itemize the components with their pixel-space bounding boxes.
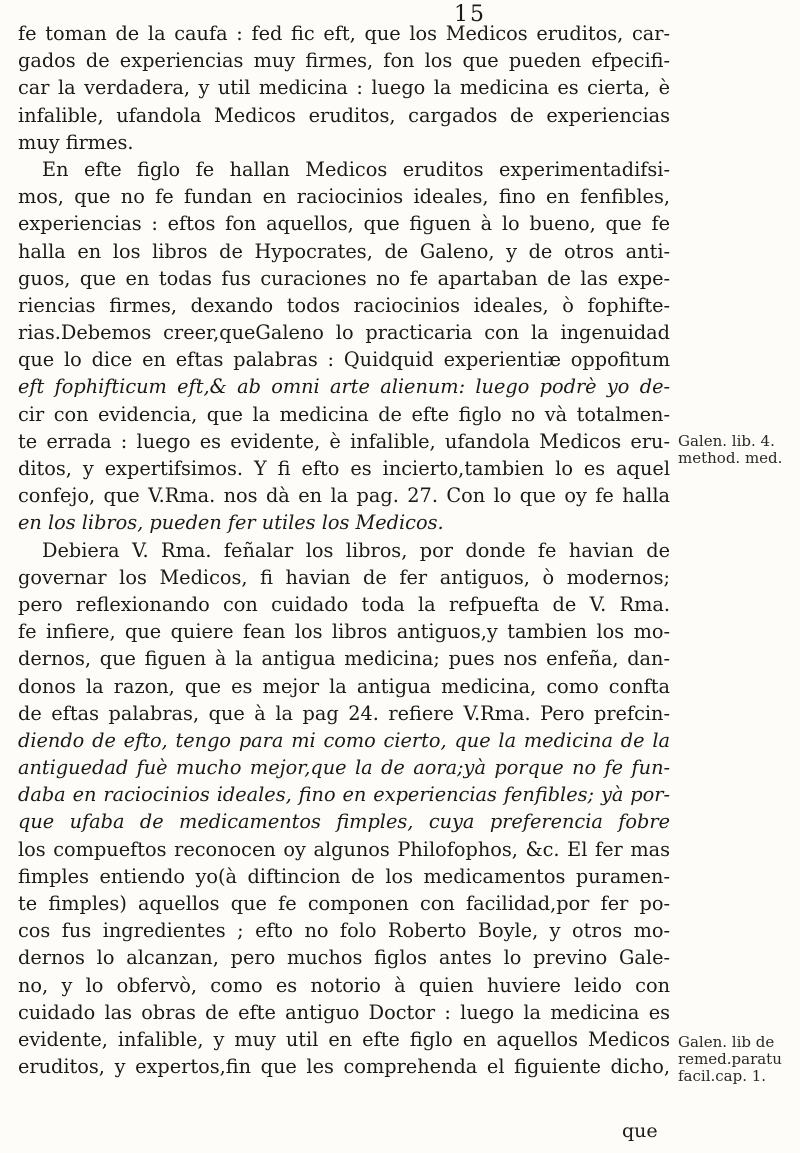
text-line: rias.Debemos creer,queGaleno lo practicaria con la ingenuidad xyxy=(18,321,670,345)
text-line: los compueftos reconocen oy algunos Philofophos, &c. El fer mas xyxy=(18,837,670,861)
text-line: cuidado las obras de efte antiguo Doctor : luego la medicina es xyxy=(18,1000,670,1024)
text-line: confejo, que V.Rma. nos dà en la pag. 27. Con lo que oy fe halla xyxy=(18,484,670,508)
text-line: fimples entiendo yo(à diftincion de los medicamentos puramen- xyxy=(18,864,670,888)
text-line: car la verdadera, y util medicina : luego la medicina es cierta, è xyxy=(18,76,670,100)
text-line: ditos, y expertifsimos. Y fi efto es incierto,tambien lo es aquel xyxy=(18,457,670,480)
text-line: antiguedad fuè mucho mejor,que la de aora;yà porque no fe fun- xyxy=(18,756,670,780)
text-line: experiencias : eftos fon aquellos, que figuen à lo bueno, que fe xyxy=(18,212,670,236)
text-line: fe infiere, que quiere fean los libros antiguos,y tambien los mo- xyxy=(18,620,670,644)
text-line: que ufaba de medicamentos fimples, cuya preferencia fobre xyxy=(18,810,670,834)
text-line: riencias firmes, dexando todos raciocinios ideales, ò fophifte- xyxy=(18,293,670,317)
text-line: governar los Medicos, fi havian de fer antiguos, ò modernos; xyxy=(18,565,670,589)
text-line: evidente, infalible, y muy util en efte figlo en aquellos Medicos xyxy=(18,1027,670,1051)
text-line: dernos lo alcanzan, pero muchos figlos antes lo previno Gale- xyxy=(18,946,670,970)
text-line: te errada : luego es evidente, è infalible, ufandola Medicos eru- xyxy=(18,429,670,453)
text-line: guos, que en todas fus curaciones no fe apartaban de las expe- xyxy=(18,266,670,290)
text-line: eft fophifticum eft,& ab omni arte alienum: luego podrè yo de- xyxy=(18,375,670,399)
text-line: En efte figlo fe hallan Medicos eruditos experimentadifsi- xyxy=(42,157,670,181)
text-line: de eftas palabras, que à la pag 24. refiere V.Rma. Pero prefcin- xyxy=(18,701,670,725)
text-line: cos fus ingredientes ; efto no folo Roberto Boyle, y otros mo- xyxy=(18,919,670,943)
page-number: 15 xyxy=(454,2,486,27)
text-line: que lo dice en eftas palabras : Quidquid experientiæ oppofitum xyxy=(18,348,670,372)
text-line: te fimples) aquellos que fe componen con facilidad,por fer po- xyxy=(18,892,670,915)
text-line: eruditos, y expertos,fin que les comprehenda el figuiente dicho, xyxy=(18,1055,670,1079)
text-line: cir con evidencia, que la medicina de efte figlo no và totalmen- xyxy=(18,402,670,426)
margin-note-line: Galen. lib de xyxy=(678,1033,775,1051)
text-line: daba en raciocinios ideales, fino en experiencias fenfibles; yà por- xyxy=(18,783,670,807)
text-line: Debiera V. Rma. feñalar los libros, por donde fe havian de xyxy=(42,538,670,562)
text-line: muy firmes. xyxy=(18,130,134,154)
text-line: infalible, ufandola Medicos eruditos, cargados de experiencias xyxy=(18,103,670,127)
margin-note xyxy=(678,433,796,467)
margin-note-line: method. med. xyxy=(678,449,783,467)
text-line: gados de experiencias muy firmes, fon los que pueden efpecifi- xyxy=(18,49,670,73)
margin-note-line: Galen. lib. 4. xyxy=(678,432,775,450)
text-line: pero reflexionando con cuidado toda la refpuefta de V. Rma. xyxy=(18,592,670,616)
text-line: fe toman de la caufa : fed fic eft, que los Medicos eruditos, car- xyxy=(18,22,670,45)
margin-note-line: remed.paratu xyxy=(678,1050,782,1068)
text-line: diendo de efto, tengo para mi como cierto, que la medicina de la xyxy=(18,728,670,752)
text-line: no, y lo obfervò, como es notorio à quien huviere leido con xyxy=(18,973,670,997)
text-line: dernos, que figuen à la antigua medicina; pues nos enfeña, dan- xyxy=(18,647,670,671)
text-line: mos, que no fe fundan en raciocinios ideales, fino en fenfibles, xyxy=(18,185,670,209)
catchword: que xyxy=(622,1120,658,1142)
text-line: en los libros, pueden fer utiles los Medicos. xyxy=(18,511,444,535)
body-text xyxy=(18,20,670,1080)
margin-note-line: facil.cap. 1. xyxy=(678,1067,767,1085)
text-line: halla en los libros de Hypocrates, de Galeno, y de otros anti- xyxy=(18,239,670,263)
margin-note xyxy=(678,1034,796,1085)
text-line: donos la razon, que es mejor la antigua medicina, como confta xyxy=(18,674,670,698)
